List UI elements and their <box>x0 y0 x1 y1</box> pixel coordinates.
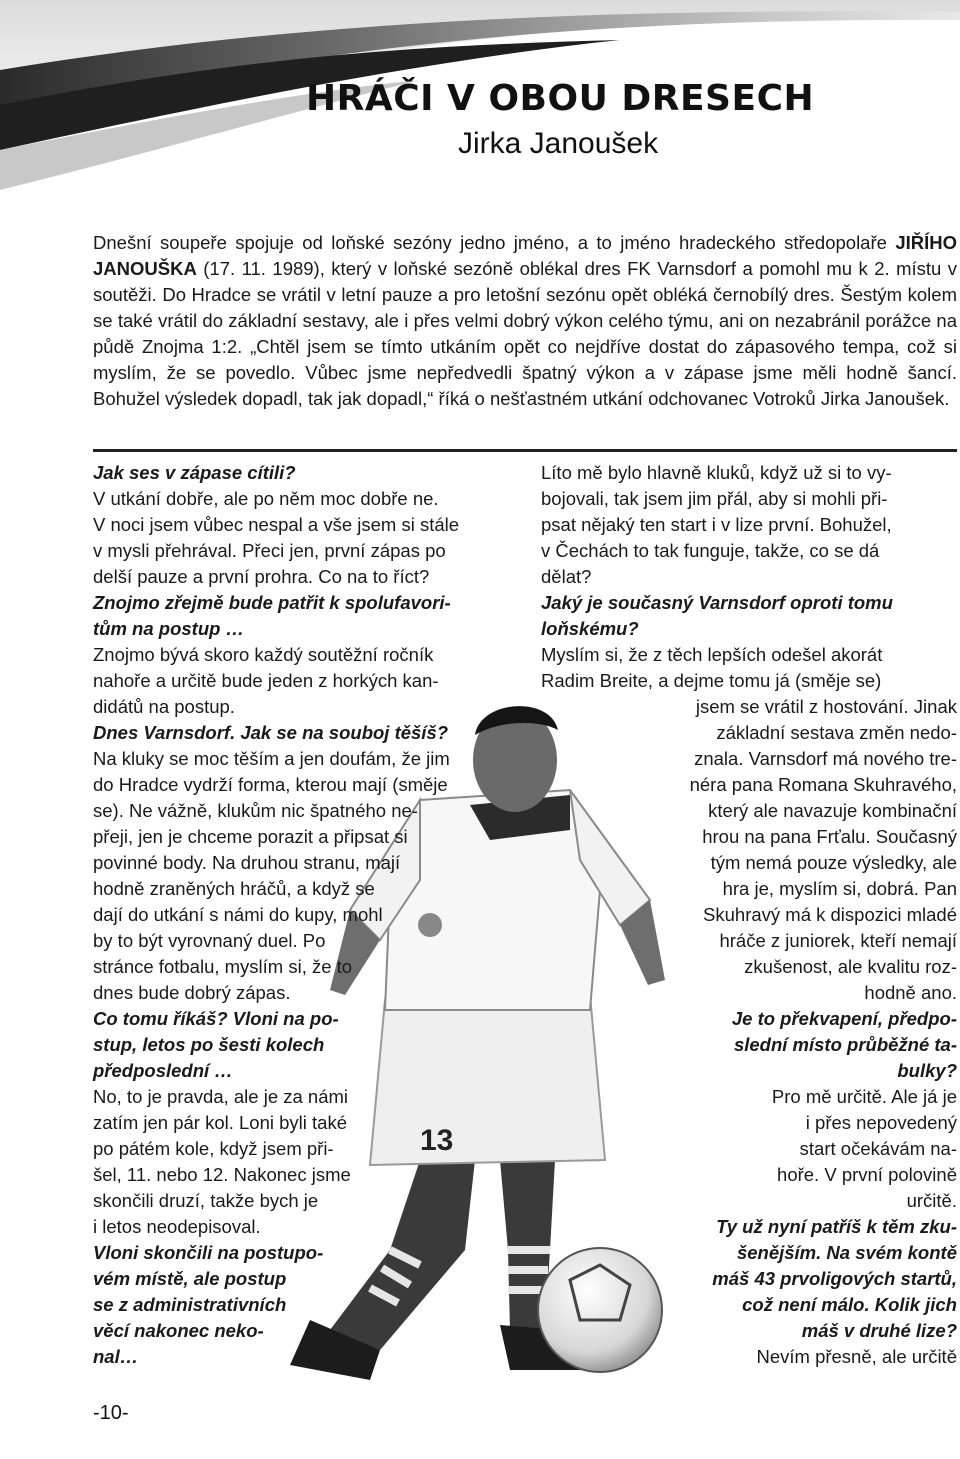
answer-line: i letos neodepisoval. <box>93 1216 261 1237</box>
question-line: Jak ses v zápase cítili? <box>93 462 296 483</box>
answer-line: zatím jen pár kol. Loni byli také <box>93 1112 347 1133</box>
answer-line: po pátém kole, když jsem při- <box>93 1138 334 1159</box>
interview-left-column <box>93 460 508 1370</box>
question-line: máš v druhé lize? <box>801 1320 957 1341</box>
answer-line: dělat? <box>541 566 592 587</box>
answer-line: přeji, jen je chceme porazit a připsat si <box>93 826 408 847</box>
answer-line: Skuhravý má k dispozici mladé <box>703 904 957 925</box>
interview-right-column <box>541 460 957 1370</box>
question-line: předposlední … <box>93 1060 233 1081</box>
question-line: což není málo. Kolik jich <box>742 1294 957 1315</box>
question-line: slední místo průběžné ta- <box>733 1034 957 1055</box>
question-line: máš 43 prvoligových startů, <box>712 1268 957 1289</box>
intro-paragraph <box>93 230 957 412</box>
answer-line: hrou na pana Frťalu. Současný <box>702 826 957 847</box>
answer-line: který ale navazuje kombinační <box>708 800 957 821</box>
question-line: Ty už nyní patříš k těm zku- <box>716 1216 957 1237</box>
answer-line: Pro mě určitě. Ale já je <box>771 1086 957 1107</box>
answer-line: Myslím si, že z těch lepších odešel akorát <box>541 644 883 665</box>
answer-line: určitě. <box>906 1190 957 1211</box>
answer-line: dají do utkání s námi do kupy, mohl <box>93 904 383 925</box>
answer-line: hoře. V první polovině <box>777 1164 957 1185</box>
answer-line: Radim Breite, a dejme tomu já (směje se) <box>541 670 882 691</box>
answer-line: dnes bude dobrý zápas. <box>93 982 291 1003</box>
question-line: Znojmo zřejmě bude patřit k spolufavori- <box>93 592 451 613</box>
answer-line: delší pauze a první prohra. Co na to říct? <box>93 566 430 587</box>
answer-line: hráče z juniorek, kteří nemají <box>719 930 957 951</box>
answer-line: néra pana Romana Skuhravého, <box>689 774 957 795</box>
answer-line: jsem se vrátil z hostování. Jinak <box>695 696 957 717</box>
page-number: -10- <box>93 1402 129 1424</box>
answer-line: v Čechách to tak funguje, takže, co se dá <box>541 540 880 561</box>
page-subtitle: Jirka Janoušek <box>458 127 659 160</box>
answer-line: povinné body. Na druhou stranu, mají <box>93 852 401 873</box>
answer-line: V utkání dobře, ale po něm moc dobře ne. <box>93 488 439 509</box>
question-line: Je to překvapení, předpo- <box>731 1008 957 1029</box>
answer-line: psat nějaký ten start i v lize první. Bohužel, <box>541 514 892 535</box>
answer-line: do Hradce vydrží forma, kterou mají (směje <box>93 774 448 795</box>
question-line: Dnes Varnsdorf. Jak se na souboj těšíš? <box>93 722 449 743</box>
answer-line: šel, 11. nebo 12. Nakonec jsme <box>93 1164 351 1185</box>
answer-line: nahoře a určitě bude jeden z horkých kan- <box>93 670 439 691</box>
answer-line: skončili druzí, takže bych je <box>93 1190 319 1211</box>
answer-line: Na kluky se moc těším a jen doufám, že jim <box>93 748 450 769</box>
question-line: vém místě, ale postup <box>93 1268 287 1289</box>
question-line: Jaký je současný Varnsdorf oproti tomu <box>541 592 893 613</box>
question-line: se z administrativních <box>93 1294 287 1315</box>
shirt-number: 13 <box>420 1124 454 1157</box>
answer-line: No, to je pravda, ale je za námi <box>93 1086 349 1107</box>
answer-line: zkušenost, ale kvalitu roz- <box>744 956 957 977</box>
answer-line: hra je, myslím si, dobrá. Pan <box>722 878 957 899</box>
answer-line: Nevím přesně, ale určitě <box>756 1346 957 1367</box>
question-line: Vloni skončili na postupo- <box>93 1242 324 1263</box>
answer-line: Znojmo bývá skoro každý soutěžní ročník <box>93 644 434 665</box>
answer-line: znala. Varnsdorf má nového tre- <box>694 748 957 769</box>
question-line: stup, letos po šesti kolech <box>93 1034 325 1055</box>
answer-line: stránce fotbalu, myslím si, že to <box>93 956 353 977</box>
answer-line: v mysli přehrával. Přeci jen, první zápas po <box>93 540 446 561</box>
intro-text-start: Dnešní soupeře spojuje od loňské sezóny jedno jméno, a to jméno hradeckého středopolaře <box>93 232 896 253</box>
question-line: bulky? <box>897 1060 957 1081</box>
answer-line: start očekávám na- <box>799 1138 957 1159</box>
question-line: věcí nakonec neko- <box>93 1320 264 1341</box>
question-line: loňskému? <box>541 618 639 639</box>
question-line: šenějším. Na svém kontě <box>736 1242 957 1263</box>
answer-line: tým nemá pouze výsledky, ale <box>710 852 957 873</box>
intro-text-end: (17. 11. 1989), který v loňské sezóně oblékal dres FK Varnsdorf a pomohl mu k 2. místu v soutěži. Do Hradce se vrátil v letní pauze a pro letošní sezónu opět obléká černobílý dres. Šestým kolem se také vrátil do základní sestavy, ale i přes velmi dobrý výkon celého týmu, ani on nezabránil porážce na půdě Znojma 1:2. „Chtěl jsem se tímto utkáním opět co nejdříve dostat do zápasového tempa, což si myslím, že se povedlo. Vůbec jsme nepředvedli špatný výkon a v zápase jsme měli hodně šancí. Bohužel výsledek dopadl, tak jak dopadl,“ říká o nešťastném utkání odchovanec Votroků Jirka Janoušek. <box>93 258 957 409</box>
player-name: JIŘÍHO JANOUŠKA <box>93 232 957 279</box>
answer-line: se). Ne vážně, klukům nic špatného ne- <box>93 800 418 821</box>
answer-line: i přes nepovedený <box>805 1112 957 1133</box>
question-line: Co tomu říkáš? Vloni na po- <box>93 1008 339 1029</box>
page-title: HRÁČI V OBOU DRESECH <box>306 78 815 119</box>
answer-line: Líto mě bylo hlavně kluků, když už si to vy- <box>541 462 892 483</box>
answer-line: základní sestava změn nedo- <box>716 722 957 743</box>
question-line: tům na postup … <box>93 618 245 639</box>
answer-line: hodně ano. <box>864 982 957 1003</box>
answer-line: V noci jsem vůbec nespal a vše jsem si stále <box>93 514 460 535</box>
answer-line: by to být vyrovnaný duel. Po <box>93 930 326 951</box>
section-divider <box>93 449 957 452</box>
answer-line: didátů na postup. <box>93 696 235 717</box>
answer-line: hodně zraněných hráčů, a když se <box>93 878 375 899</box>
question-line: nal… <box>93 1346 139 1367</box>
answer-line: bojovali, tak jsem jim přál, aby si mohli při- <box>541 488 888 509</box>
